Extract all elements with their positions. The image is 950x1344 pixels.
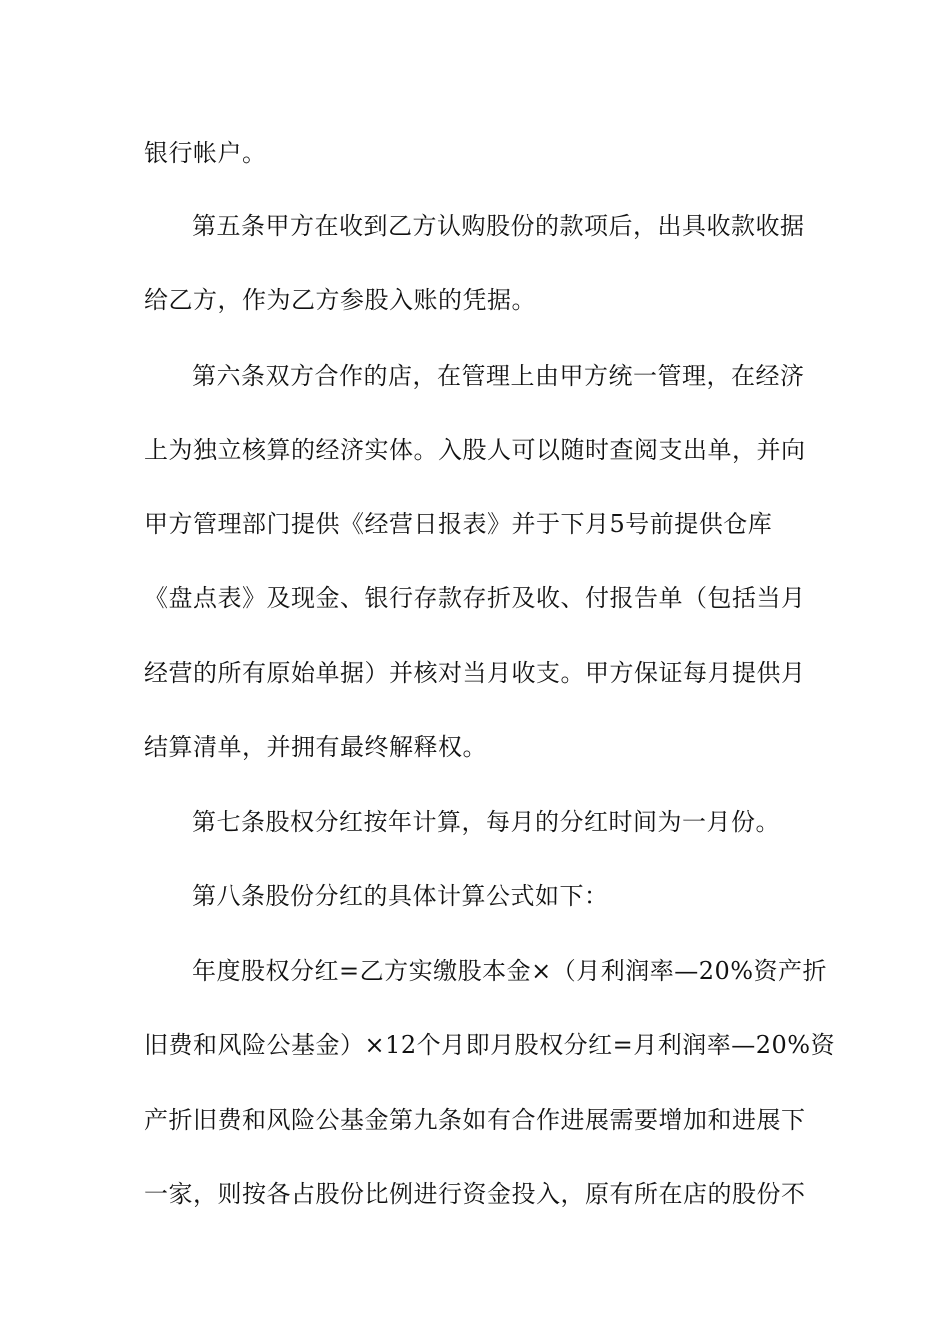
text-line: 结算清单，并拥有最终解释权。 <box>144 733 487 761</box>
paragraph-article-5: 第五条甲方在收到乙方认购股份的款项后，出具收款收据 <box>192 212 805 240</box>
paragraph-article-6: 第六条双方合作的店，在管理上由甲方统一管理，在经济 <box>192 362 805 390</box>
text-line: 一家，则按各占股份比例进行资金投入，原有所在店的股份不 <box>144 1180 806 1208</box>
text-line: 上为独立核算的经济实体。入股人可以随时查阅支出单，并向 <box>144 436 806 464</box>
paragraph-formula: 年度股权分红=乙方实缴股本金×（月利润率—20%资产折 <box>192 957 828 985</box>
text-line: 银行帐户。 <box>144 139 267 167</box>
text-line: 经营的所有原始单据）并核对当月收支。甲方保证每月提供月 <box>144 659 806 687</box>
text-line: 甲方管理部门提供《经营日报表》并于下月5号前提供仓库 <box>144 510 773 538</box>
paragraph-article-7: 第七条股权分红按年计算，每月的分红时间为一月份。 <box>192 808 780 836</box>
text-line: 给乙方，作为乙方参股入账的凭据。 <box>144 286 536 314</box>
text-line: 产折旧费和风险公基金第九条如有合作进展需要增加和进展下 <box>144 1106 806 1134</box>
text-line: 《盘点表》及现金、银行存款存折及收、付报告单（包括当月 <box>144 584 806 612</box>
paragraph-article-8: 第八条股份分红的具体计算公式如下： <box>192 882 609 910</box>
text-line: 旧费和风险公基金）×12个月即月股权分红=月利润率—20%资 <box>144 1031 836 1059</box>
